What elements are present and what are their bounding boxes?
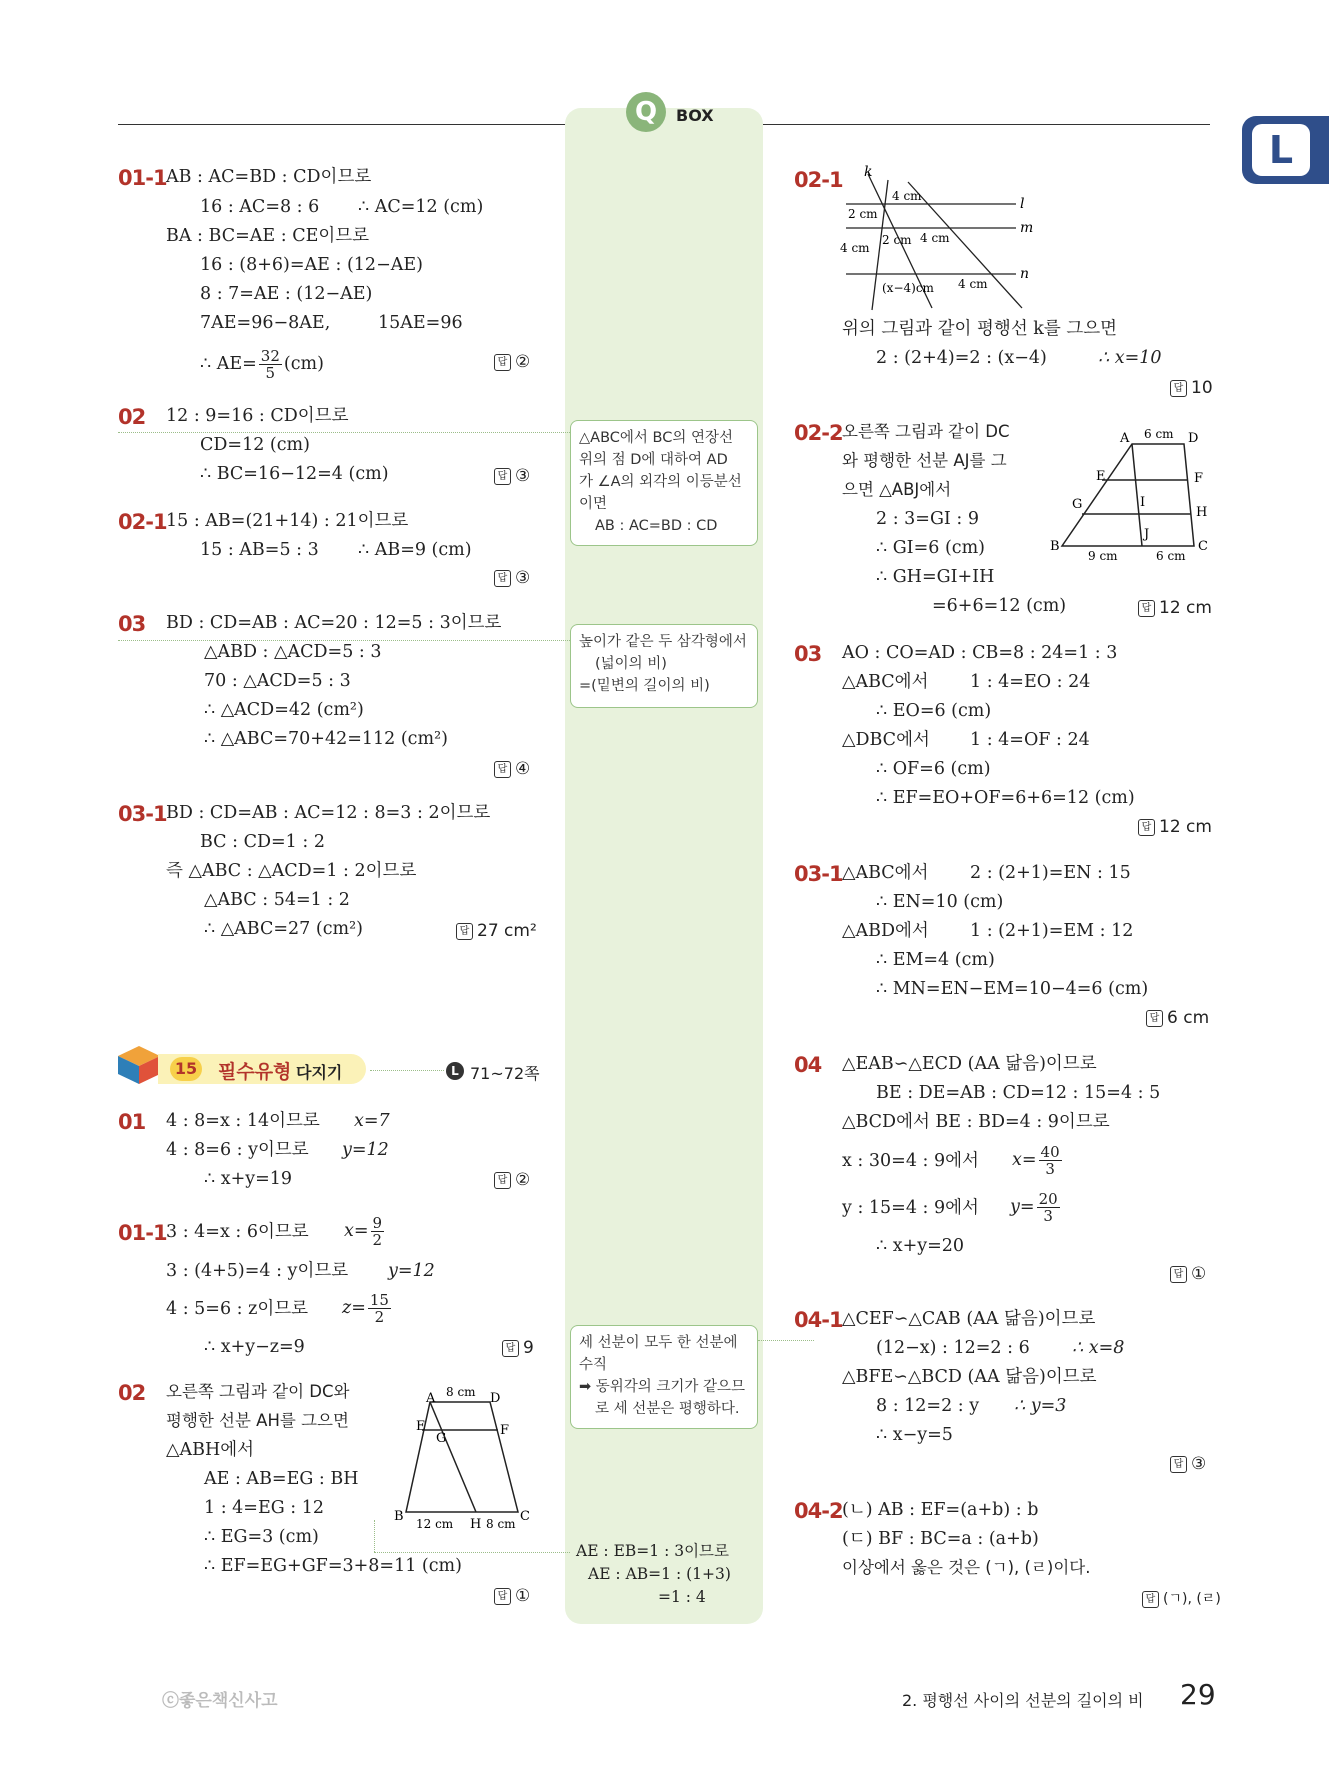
- line: 2 : (2+1)=EN : 15: [970, 863, 1131, 883]
- denominator: 3: [1043, 1207, 1053, 1225]
- numerator: 9: [372, 1214, 383, 1232]
- label-C: C: [520, 1509, 530, 1524]
- answer: [494, 466, 530, 486]
- problem-number: 03: [794, 642, 822, 666]
- line: ∴ MN=EN−EM=10−4=6 (cm): [876, 979, 1149, 999]
- q-badge: Q: [626, 92, 666, 132]
- problem-number: 02: [118, 405, 146, 429]
- label-B: B: [394, 1509, 404, 1524]
- problem-number: 01-1: [118, 166, 167, 190]
- note-plain: [574, 1540, 758, 1609]
- line: 평행한 선분 AH를 그으면: [166, 1411, 349, 1430]
- line: (ㄷ) BF : BC=a : (a+b): [842, 1529, 1039, 1549]
- answer-value: ③: [515, 568, 531, 588]
- chapter-tab-letter: L: [1252, 124, 1310, 176]
- answer-icon: 답: [1170, 1456, 1187, 1473]
- note-line: 위의 점 D에 대하여 AD: [579, 452, 728, 468]
- line: ∴ AC=12 (cm): [358, 197, 484, 217]
- problem-number: 03-1: [118, 802, 167, 826]
- label-I: I: [1140, 495, 1146, 510]
- label-H: H: [1196, 505, 1208, 520]
- answer: [1138, 598, 1212, 618]
- answer-icon: 답: [1138, 819, 1155, 836]
- text: (cm): [283, 354, 324, 374]
- line: ∴ EG=3 (cm): [204, 1527, 319, 1547]
- line: y : 15=4 : 9에서: [842, 1198, 979, 1218]
- label-top: 6 cm: [1144, 427, 1174, 441]
- line: (ㄴ) AB : EF=(a+b) : b: [842, 1500, 1039, 1520]
- note-line: △ABC에서 BC의 연장선: [579, 430, 733, 446]
- section-cube-icon: [116, 1044, 162, 1086]
- line: ∴ x−y=5: [876, 1425, 953, 1445]
- answer-value: ②: [515, 352, 531, 372]
- line: 8 : 7=AE : (12−AE): [200, 284, 373, 304]
- label-F: F: [500, 1423, 510, 1438]
- note-line: 로 세 선분은 평행하다.: [595, 1401, 740, 1417]
- line: 으면 △ABJ에서: [842, 480, 952, 499]
- line: 16 : (8+6)=AE : (12−AE): [200, 255, 423, 275]
- answer: [1170, 1454, 1206, 1474]
- line: x : 30=4 : 9에서: [842, 1151, 979, 1171]
- line: 3 : 4=x : 6이므로: [166, 1222, 309, 1242]
- label-C: C: [1198, 539, 1208, 554]
- problem-number: 04-2: [794, 1499, 843, 1523]
- label-J: J: [1144, 527, 1150, 542]
- problem-number: 02-1: [118, 510, 167, 534]
- label-seg: 4 cm: [892, 189, 922, 203]
- line: 15 : AB=(21+14) : 21이므로: [166, 511, 409, 531]
- line: △BFE∽△BCD (AA 닮음)이므로: [842, 1367, 1097, 1387]
- line: ∴ EM=4 (cm): [876, 950, 995, 970]
- line: ∴ x+y−z=9: [204, 1337, 305, 1357]
- label-G: G: [436, 1431, 447, 1446]
- label-A: A: [1120, 431, 1130, 446]
- answer-icon: 답: [494, 354, 511, 371]
- answer-value: ①: [1191, 1264, 1207, 1284]
- answer: [1142, 1588, 1221, 1608]
- note-connector: [374, 1552, 570, 1553]
- line: △ABH에서: [166, 1440, 255, 1460]
- line: AO : CO=AD : CB=8 : 24=1 : 3: [842, 643, 1118, 663]
- section-title: 필수유형: [218, 1061, 292, 1083]
- fraction-line: [1012, 1144, 1064, 1177]
- problem-number: 01-1: [118, 1221, 167, 1245]
- answer-icon: 답: [502, 1340, 519, 1357]
- line: ∴ △ABC=27 (cm²): [204, 919, 363, 939]
- answer: [456, 921, 537, 941]
- line: 7AE=96−8AE,: [200, 313, 331, 333]
- line: 위의 그림과 같이 평행선 k를 그으면: [842, 319, 1118, 339]
- line: ∴ EN=10 (cm): [876, 892, 1004, 912]
- line: 1 : 4=EO : 24: [970, 672, 1091, 692]
- line: =6+6=12 (cm): [932, 596, 1067, 616]
- note-box: [570, 624, 758, 708]
- answer-value: (ㄱ), (ㄹ): [1163, 1591, 1221, 1607]
- trapezoid-figure-2: [1048, 424, 1218, 564]
- label-k: k: [864, 164, 873, 180]
- line: △CEF∽△CAB (AA 닮음)이므로: [842, 1309, 1096, 1329]
- answer-value: ②: [515, 1170, 531, 1190]
- numerator: 15: [369, 1291, 389, 1309]
- answer: [1170, 1264, 1206, 1284]
- line: ∴ EF=EG+GF=3+8=11 (cm): [204, 1556, 462, 1576]
- answer-icon: 답: [1146, 1010, 1163, 1027]
- fraction: [368, 1292, 391, 1325]
- answer: [494, 759, 530, 779]
- fraction-line: [200, 348, 324, 381]
- label-D: D: [490, 1391, 501, 1406]
- answer: [1146, 1008, 1209, 1028]
- numerator: 20: [1038, 1190, 1058, 1208]
- label-seg: (x−4)cm: [882, 281, 934, 295]
- note-line: =(밑변의 길이의 비): [579, 678, 710, 694]
- label-br: 8 cm: [486, 1517, 516, 1530]
- problem-number: 02: [118, 1381, 146, 1405]
- line: 즉 △ABC : △ACD=1 : 2이므로: [166, 861, 417, 881]
- chapter-title: 2. 평행선 사이의 선분의 길이의 비: [902, 1691, 1144, 1710]
- answer-icon: 답: [1138, 600, 1155, 617]
- label-bl: 12 cm: [416, 1517, 454, 1530]
- label-seg: 4 cm: [840, 241, 870, 255]
- answer-icon: 답: [494, 761, 511, 778]
- line: y=12: [342, 1140, 389, 1160]
- answer-icon: 답: [456, 923, 473, 940]
- line: ∴ △ACD=42 (cm²): [204, 700, 364, 720]
- line: ∴ GI=6 (cm): [876, 538, 985, 558]
- answer-icon: 답: [1170, 1266, 1187, 1283]
- answer-icon: 답: [494, 1588, 511, 1605]
- line: BD : CD=AB : AC=20 : 12=5 : 3이므로: [166, 613, 502, 633]
- line: x=7: [354, 1111, 390, 1131]
- note-connector: [118, 432, 570, 433]
- note-line: 이면: [579, 496, 608, 512]
- line: 2 : (2+4)=2 : (x−4): [876, 348, 1047, 368]
- line: 12 : 9=16 : CD이므로: [166, 406, 349, 426]
- line: ∴ x+y=20: [876, 1236, 965, 1256]
- label-n: n: [1020, 266, 1030, 282]
- line: 4 : 8=x : 14이므로: [166, 1111, 320, 1131]
- line: 15AE=96: [378, 313, 463, 333]
- answer-value: ③: [1191, 1454, 1207, 1474]
- parallel-lines-figure: [836, 160, 1056, 320]
- answer-value: 12 cm: [1159, 817, 1212, 837]
- note-box: [570, 1325, 758, 1429]
- text: z=: [342, 1298, 366, 1318]
- section-subtitle: 다지기: [296, 1063, 343, 1082]
- answer-icon: 답: [494, 468, 511, 485]
- label-F: F: [1194, 471, 1204, 486]
- fraction: [371, 1215, 385, 1248]
- answer-value: 6 cm: [1167, 1008, 1210, 1028]
- denominator: 3: [1045, 1160, 1055, 1178]
- answer-value: 9: [523, 1338, 534, 1358]
- answer-value: 27 cm²: [477, 921, 537, 941]
- line: BC : CD=1 : 2: [200, 832, 325, 852]
- problem-number: 02-1: [794, 168, 843, 192]
- label-E: E: [416, 1419, 426, 1434]
- line: ∴ BC=16−12=4 (cm): [200, 464, 389, 484]
- line: 1 : 4=OF : 24: [970, 730, 1090, 750]
- label-B: B: [1050, 539, 1060, 554]
- answer: [494, 352, 530, 372]
- line: 15 : AB=5 : 3: [200, 540, 319, 560]
- line: y=12: [388, 1261, 435, 1281]
- line: △EAB∽△ECD (AA 닮음)이므로: [842, 1054, 1097, 1074]
- answer-value: 10: [1191, 378, 1213, 398]
- line: ∴ △ABC=70+42=112 (cm²): [204, 729, 448, 749]
- note-connector: [374, 1520, 375, 1552]
- text: y=: [1010, 1197, 1035, 1217]
- line: △DBC에서: [842, 730, 930, 750]
- section-pages: 71~72쪽: [470, 1064, 540, 1083]
- line: △ABC에서: [842, 863, 929, 883]
- publisher: ⓒ좋은책신사고: [162, 1691, 278, 1711]
- ref-badge-icon: L: [446, 1062, 464, 1080]
- line: ∴ GH=GI+IH: [876, 567, 995, 587]
- numerator: 32: [260, 347, 280, 365]
- line: AB : AC=BD : CD이므로: [166, 167, 372, 187]
- problem-number: 03-1: [794, 862, 843, 886]
- note-line: ➡ 동위각의 크기가 같으므: [579, 1379, 746, 1395]
- q-box-title: BOX: [676, 106, 714, 125]
- line: 8 : 12=2 : y: [876, 1396, 980, 1416]
- answer-icon: 답: [1142, 1591, 1159, 1608]
- fraction: [1037, 1191, 1060, 1224]
- note-line: AE : EB=1 : 3이므로: [576, 1542, 729, 1560]
- label-G: G: [1072, 497, 1083, 512]
- line: △ABC에서: [842, 672, 929, 692]
- label-E: E: [1096, 469, 1106, 484]
- note-box: [570, 420, 758, 546]
- label-seg: 4 cm: [920, 231, 950, 245]
- label-m: m: [1020, 220, 1034, 236]
- line: ∴ x=10: [1098, 348, 1162, 368]
- label-D: D: [1188, 431, 1199, 446]
- note-line: AB : AC=BD : CD: [595, 518, 718, 534]
- line: CD=12 (cm): [200, 435, 310, 455]
- line: ∴ AB=9 (cm): [358, 540, 472, 560]
- label-br: 6 cm: [1156, 549, 1186, 563]
- fraction-line: [1010, 1191, 1062, 1224]
- problem-number: 01: [118, 1110, 146, 1134]
- note-line: 세 선분이 모두 한 선분에: [579, 1335, 738, 1351]
- text: x=: [1012, 1150, 1037, 1170]
- line: △ABD : △ACD=5 : 3: [204, 642, 382, 662]
- note-connector: [758, 1340, 814, 1341]
- label-seg: 2 cm: [848, 207, 878, 221]
- line: 와 평행한 선분 AJ를 그: [842, 451, 1007, 470]
- line: 4 : 5=6 : z이므로: [166, 1299, 309, 1319]
- line: 4 : 8=6 : y이므로: [166, 1140, 309, 1160]
- label-l: l: [1020, 196, 1025, 212]
- line: BA : BC=AE : CE이므로: [166, 226, 370, 246]
- line: 2 : 3=GI : 9: [876, 509, 980, 529]
- line: 16 : AC=8 : 6: [200, 197, 320, 217]
- label-top: 8 cm: [446, 1385, 476, 1399]
- section-number: 15: [170, 1057, 202, 1081]
- denominator: 2: [372, 1231, 383, 1249]
- label-A: A: [426, 1391, 436, 1406]
- line: BD : CD=AB : AC=12 : 8=3 : 2이므로: [166, 803, 491, 823]
- line: AE : AB=EG : BH: [204, 1469, 359, 1489]
- answer-value: ④: [515, 759, 531, 779]
- fraction: [1039, 1144, 1062, 1177]
- section-leader: [370, 1070, 444, 1071]
- answer: [502, 1338, 534, 1358]
- line: ∴ OF=6 (cm): [876, 759, 991, 779]
- note-line: (넓이의 비): [595, 656, 667, 672]
- answer: [1170, 378, 1213, 398]
- line: ∴ EF=EO+OF=6+6=12 (cm): [876, 788, 1135, 808]
- numerator: 40: [1040, 1143, 1060, 1161]
- line: ∴ x=8: [1072, 1338, 1125, 1358]
- label-seg: 2 cm: [882, 233, 912, 247]
- line: △ABD에서: [842, 921, 929, 941]
- line: 1 : 4=EG : 12: [204, 1498, 324, 1518]
- answer: [1138, 817, 1212, 837]
- line: ∴ EO=6 (cm): [876, 701, 992, 721]
- line: (12−x) : 12=2 : 6: [876, 1338, 1030, 1358]
- note-line: 수직: [579, 1357, 608, 1373]
- problem-number: 04-1: [794, 1308, 843, 1332]
- line: 이상에서 옳은 것은 (ㄱ), (ㄹ)이다.: [842, 1558, 1091, 1577]
- problem-number: 04: [794, 1053, 822, 1077]
- note-line: 가 ∠A의 외각의 이등분선: [579, 474, 742, 490]
- line: 오른쪽 그림과 같이 DC: [842, 422, 1010, 441]
- answer: [494, 1586, 530, 1606]
- page-number: 29: [1180, 1678, 1216, 1711]
- line: 3 : (4+5)=4 : y이므로: [166, 1261, 349, 1281]
- answer-value: ①: [515, 1586, 531, 1606]
- line: BE : DE=AB : CD=12 : 15=4 : 5: [876, 1083, 1161, 1103]
- label-H: H: [470, 1517, 482, 1530]
- answer: [494, 568, 530, 588]
- problem-number: 03: [118, 612, 146, 636]
- line: △BCD에서 BE : BD=4 : 9이므로: [842, 1112, 1110, 1132]
- label-bl: 9 cm: [1088, 549, 1118, 563]
- answer: [494, 1170, 530, 1190]
- answer-icon: 답: [494, 1172, 511, 1189]
- line: ∴ y=3: [1014, 1396, 1067, 1416]
- answer-value: 12 cm: [1159, 598, 1212, 618]
- fraction-line: [342, 1292, 393, 1325]
- answer-icon: 답: [494, 570, 511, 587]
- answer-value: ③: [515, 466, 531, 486]
- line: 70 : △ACD=5 : 3: [204, 671, 351, 691]
- fraction-line: [344, 1215, 386, 1248]
- line: ∴ x+y=19: [204, 1169, 293, 1189]
- denominator: 5: [265, 364, 276, 382]
- note-line: =1 : 4: [658, 1588, 706, 1606]
- label-seg: 4 cm: [958, 277, 988, 291]
- note-line: 높이가 같은 두 삼각형에서: [579, 634, 747, 650]
- line: 오른쪽 그림과 같이 DC와: [166, 1382, 350, 1401]
- text: ∴ AE=: [200, 354, 257, 374]
- text: x=: [344, 1221, 369, 1241]
- answer-icon: 답: [1170, 380, 1187, 397]
- note-line: AE : AB=1 : (1+3): [588, 1565, 731, 1583]
- denominator: 2: [374, 1308, 385, 1326]
- trapezoid-figure: [388, 1380, 538, 1530]
- problem-number: 02-2: [794, 421, 843, 445]
- line: 1 : (2+1)=EM : 12: [970, 921, 1134, 941]
- fraction: [259, 348, 282, 381]
- line: △ABC : 54=1 : 2: [204, 890, 350, 910]
